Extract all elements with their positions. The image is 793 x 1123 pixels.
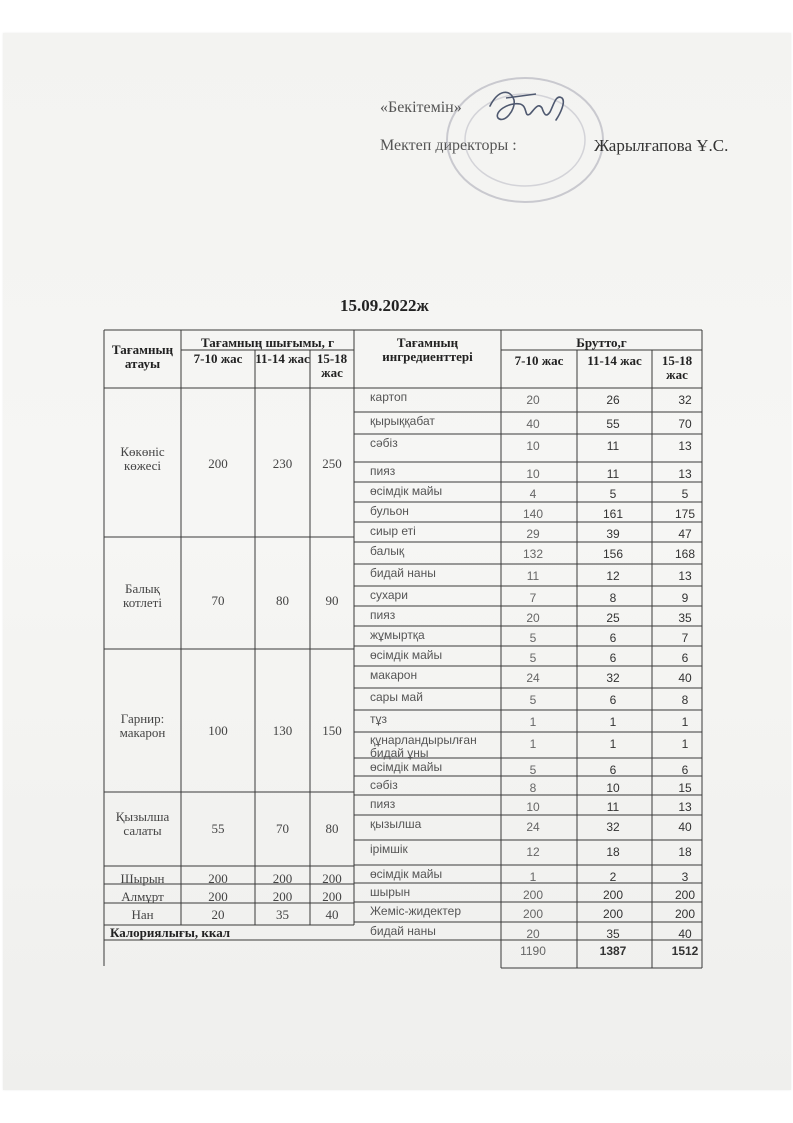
ingredient-brutto-value: 10 bbox=[526, 467, 540, 481]
dish-name: Алмұрт bbox=[121, 889, 164, 904]
ingredient-name: ірімшік bbox=[370, 842, 408, 856]
header-dish-name: Тағамның атауы bbox=[111, 342, 174, 371]
ingredient-name: өсімдік майы bbox=[370, 760, 443, 774]
ingredient-brutto-value: 24 bbox=[526, 820, 540, 834]
ingredient-brutto-value: 7 bbox=[529, 591, 537, 605]
calories-value: 1387 bbox=[599, 944, 627, 958]
ingredient-brutto-value: 10 bbox=[606, 781, 620, 795]
dish-output-value: 35 bbox=[276, 907, 289, 922]
ingredient-name: сары май bbox=[370, 690, 423, 704]
ingredient-brutto-value: 32 bbox=[606, 820, 620, 834]
ingredient-name: тұз bbox=[370, 712, 387, 726]
ingredient-brutto-value: 6 bbox=[609, 651, 617, 665]
ingredient-brutto-value: 8 bbox=[681, 693, 689, 707]
dish-output-value: 230 bbox=[272, 456, 293, 471]
header-output: Тағамның шығымы, г bbox=[200, 335, 335, 350]
ingredient-brutto-value: 140 bbox=[522, 507, 544, 521]
ingredient-brutto-value: 1 bbox=[681, 737, 689, 751]
ingredient-brutto-value: 4 bbox=[529, 487, 537, 501]
header-ingredients: Тағамның ингредиенттері bbox=[382, 335, 473, 364]
calories-value: 1512 bbox=[671, 944, 699, 958]
ingredient-name: бульон bbox=[370, 504, 409, 518]
ingredient-brutto-value: 8 bbox=[609, 591, 617, 605]
ingredient-brutto-value: 1 bbox=[609, 715, 617, 729]
dish-output-value: 90 bbox=[325, 593, 339, 608]
ingredient-brutto-value: 40 bbox=[678, 820, 692, 834]
ingredient-brutto-value: 1 bbox=[529, 870, 537, 884]
ingredient-name: құнарландырылған бидай ұны bbox=[370, 733, 477, 760]
ingredient-brutto-value: 175 bbox=[674, 507, 696, 521]
ingredient-brutto-value: 12 bbox=[526, 845, 540, 859]
ingredient-brutto-value: 161 bbox=[602, 507, 624, 521]
ingredient-brutto-value: 6 bbox=[609, 763, 617, 777]
dish-output-value: 200 bbox=[322, 889, 342, 904]
ingredient-name: шырын bbox=[370, 885, 411, 899]
ingredient-brutto-value: 168 bbox=[674, 547, 696, 561]
ingredient-brutto-value: 29 bbox=[526, 527, 540, 541]
ingredient-name: өсімдік майы bbox=[370, 648, 443, 662]
ingredient-brutto-value: 20 bbox=[526, 927, 540, 941]
dish-output-value: 70 bbox=[276, 821, 289, 836]
dish-output-value: 130 bbox=[272, 723, 293, 738]
dish-output-value: 250 bbox=[322, 456, 342, 471]
ingredient-name: бидай наны bbox=[370, 566, 436, 580]
ingredient-brutto-value: 6 bbox=[609, 631, 617, 645]
menu-date: 15.09.2022ж bbox=[340, 296, 429, 315]
ingredient-brutto-value: 200 bbox=[674, 888, 696, 902]
ingredient-brutto-value: 13 bbox=[678, 439, 692, 453]
header-output-age: 11-14 жас bbox=[255, 351, 310, 366]
ingredient-brutto-value: 10 bbox=[526, 439, 540, 453]
ingredient-brutto-value: 9 bbox=[681, 591, 689, 605]
dish-name: Қызылша салаты bbox=[115, 809, 170, 838]
dish-output-value: 70 bbox=[211, 593, 225, 608]
ingredient-brutto-value: 11 bbox=[526, 569, 540, 583]
header-output-age: 15-18 жас bbox=[316, 351, 348, 380]
ingredient-brutto-value: 24 bbox=[526, 671, 540, 685]
ingredient-brutto-value: 32 bbox=[678, 393, 692, 407]
dish-name: Балық котлеті bbox=[123, 581, 162, 610]
ingredient-brutto-value: 1 bbox=[609, 737, 617, 751]
dish-name: Нан bbox=[131, 907, 154, 922]
calories-value: 1190 bbox=[520, 944, 546, 958]
ingredient-brutto-value: 55 bbox=[606, 417, 620, 431]
dish-output-value: 200 bbox=[322, 871, 342, 886]
header-brutto: Брутто,г bbox=[576, 335, 627, 350]
ingredient-brutto-value: 5 bbox=[681, 487, 689, 501]
ingredient-brutto-value: 40 bbox=[526, 417, 540, 431]
ingredient-name: қызылша bbox=[370, 817, 422, 831]
ingredient-name: өсімдік майы bbox=[370, 484, 443, 498]
ingredient-brutto-value: 11 bbox=[606, 800, 620, 814]
ingredient-brutto-value: 5 bbox=[529, 631, 537, 645]
ingredient-brutto-value: 2 bbox=[609, 870, 617, 884]
dish-output-value: 100 bbox=[208, 723, 228, 738]
ingredient-brutto-value: 35 bbox=[606, 927, 620, 941]
ingredient-name: балық bbox=[370, 544, 405, 558]
ingredient-brutto-value: 39 bbox=[606, 527, 620, 541]
ingredient-brutto-value: 132 bbox=[522, 547, 544, 561]
ingredient-brutto-value: 5 bbox=[529, 693, 537, 707]
ingredient-brutto-value: 40 bbox=[678, 927, 692, 941]
ingredient-brutto-value: 11 bbox=[606, 439, 620, 453]
ingredient-brutto-value: 200 bbox=[602, 888, 624, 902]
ingredient-brutto-value: 156 bbox=[602, 547, 624, 561]
ingredient-brutto-value: 26 bbox=[606, 393, 620, 407]
ingredient-brutto-value: 18 bbox=[606, 845, 620, 859]
ingredient-name: пияз bbox=[370, 797, 396, 811]
ingredient-brutto-value: 6 bbox=[681, 651, 689, 665]
dish-output-value: 200 bbox=[272, 871, 293, 886]
ingredient-brutto-value: 40 bbox=[678, 671, 692, 685]
ingredient-name: сәбіз bbox=[370, 436, 398, 450]
ingredient-brutto-value: 10 bbox=[526, 800, 540, 814]
dish-output-value: 20 bbox=[211, 907, 225, 922]
ingredient-brutto-value: 200 bbox=[522, 907, 544, 921]
ingredient-name: сиыр еті bbox=[370, 524, 416, 538]
ingredient-brutto-value: 6 bbox=[681, 763, 689, 777]
approval-name: Жарылғапова Ұ.С. bbox=[594, 136, 729, 155]
ingredient-brutto-value: 200 bbox=[674, 907, 696, 921]
ingredient-brutto-value: 20 bbox=[526, 611, 540, 625]
dish-output-value: 150 bbox=[322, 723, 342, 738]
ingredient-brutto-value: 5 bbox=[529, 763, 537, 777]
header-output-age: 7-10 жас bbox=[193, 351, 243, 366]
ingredient-name: жұмыртқа bbox=[370, 628, 425, 642]
ingredient-brutto-value: 35 bbox=[678, 611, 692, 625]
calories-label: Калориялығы, ккал bbox=[110, 925, 231, 940]
dish-output-value: 80 bbox=[325, 821, 339, 836]
ingredient-brutto-value: 3 bbox=[681, 870, 689, 884]
ingredient-name: сухари bbox=[370, 588, 408, 602]
ingredient-name: макарон bbox=[370, 668, 418, 682]
ingredient-brutto-value: 1 bbox=[529, 737, 537, 751]
ingredient-brutto-value: 32 bbox=[606, 671, 620, 685]
ingredient-brutto-value: 18 bbox=[678, 845, 692, 859]
dish-name: Гарнир: макарон bbox=[119, 711, 166, 740]
ingredient-name: Жеміс-жидектер bbox=[370, 904, 462, 918]
ingredient-name: қырыққабат bbox=[370, 414, 435, 428]
ingredient-name: пияз bbox=[370, 464, 396, 478]
ingredient-brutto-value: 200 bbox=[602, 907, 624, 921]
approval-title: «Бекітемін» bbox=[380, 99, 462, 116]
ingredient-brutto-value: 5 bbox=[529, 651, 537, 665]
ingredient-brutto-value: 6 bbox=[609, 693, 617, 707]
dish-output-value: 55 bbox=[211, 821, 225, 836]
ingredient-brutto-value: 1 bbox=[681, 715, 689, 729]
ingredient-brutto-value: 11 bbox=[606, 467, 620, 481]
header-brutto-age: 11-14 жас bbox=[587, 353, 642, 368]
ingredient-brutto-value: 12 bbox=[606, 569, 620, 583]
ingredient-brutto-value: 5 bbox=[609, 487, 617, 501]
ingredient-name: сәбіз bbox=[370, 778, 398, 792]
ingredient-brutto-value: 7 bbox=[681, 631, 689, 645]
ingredient-brutto-value: 200 bbox=[522, 888, 544, 902]
header-brutto-age: 15-18 жас bbox=[661, 353, 693, 382]
ingredient-brutto-value: 1 bbox=[529, 715, 537, 729]
ingredient-brutto-value: 13 bbox=[678, 467, 692, 481]
ingredient-brutto-value: 25 bbox=[606, 611, 620, 625]
ingredient-brutto-value: 13 bbox=[678, 800, 692, 814]
dish-output-value: 80 bbox=[276, 593, 289, 608]
ingredient-name: картоп bbox=[370, 390, 408, 404]
ingredient-brutto-value: 13 bbox=[678, 569, 692, 583]
dish-output-value: 40 bbox=[325, 907, 339, 922]
ingredient-name: өсімдік майы bbox=[370, 867, 443, 881]
dish-name: Көкөніс көжесі bbox=[120, 444, 165, 473]
header-brutto-age: 7-10 жас bbox=[514, 353, 564, 368]
ingredient-brutto-value: 47 bbox=[678, 527, 692, 541]
ingredient-brutto-value: 8 bbox=[529, 781, 537, 795]
ingredient-brutto-value: 15 bbox=[678, 781, 692, 795]
ingredient-name: бидай наны bbox=[370, 924, 436, 938]
dish-output-value: 200 bbox=[272, 889, 293, 904]
ingredient-name: пияз bbox=[370, 608, 396, 622]
approval-role: Мектеп директоры : bbox=[380, 137, 517, 154]
dish-output-value: 200 bbox=[208, 456, 228, 471]
ingredient-brutto-value: 70 bbox=[678, 417, 692, 431]
dish-name: Шырын bbox=[120, 871, 165, 886]
ingredient-brutto-value: 20 bbox=[526, 393, 540, 407]
dish-output-value: 200 bbox=[208, 889, 228, 904]
dish-output-value: 200 bbox=[208, 871, 228, 886]
